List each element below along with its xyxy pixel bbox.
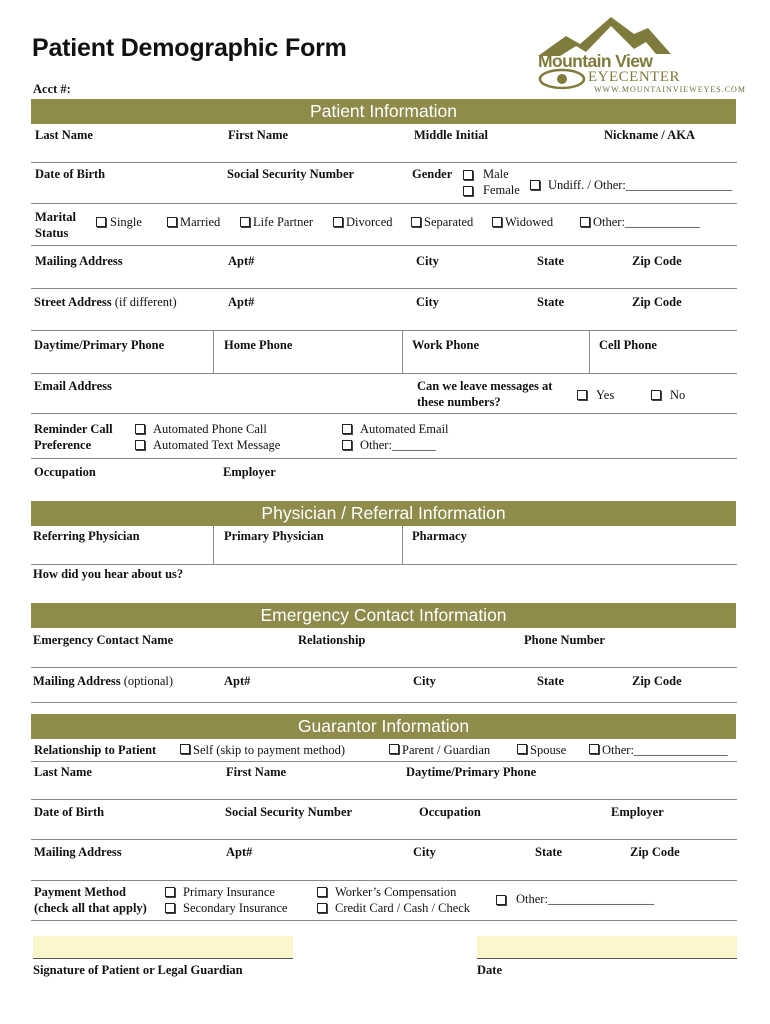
label-life-partner: Life Partner bbox=[253, 215, 314, 229]
label-no: No bbox=[670, 388, 686, 402]
date-field[interactable] bbox=[477, 936, 737, 959]
checkbox-leave-msg-yes[interactable] bbox=[577, 390, 587, 400]
checkbox-auto-email[interactable] bbox=[342, 424, 352, 434]
label-state-2: State bbox=[537, 295, 565, 309]
checkbox-workers-comp[interactable] bbox=[317, 887, 327, 897]
label-guarantor-first-name: First Name bbox=[226, 765, 287, 779]
checkbox-divorced[interactable] bbox=[333, 217, 343, 227]
label-reminder-other: Other:_______ bbox=[360, 438, 436, 452]
checkbox-secondary-insurance[interactable] bbox=[165, 903, 175, 913]
label-payment-method: Payment Method bbox=[34, 885, 126, 899]
checkbox-parent-guardian[interactable] bbox=[389, 744, 399, 754]
checkbox-payment-other[interactable] bbox=[496, 895, 506, 905]
acct-number-label: Acct #: bbox=[33, 82, 71, 96]
label-guarantor-zip: Zip Code bbox=[630, 845, 680, 859]
logo-url: WWW.MOUNTAINVIEWEYES.COM bbox=[594, 85, 746, 94]
label-self: Self (skip to payment method) bbox=[193, 743, 346, 757]
label-last-name: Last Name bbox=[35, 128, 93, 142]
form-title: Patient Demographic Form bbox=[32, 34, 347, 62]
label-ssn: Social Security Number bbox=[227, 167, 355, 181]
label-check-all: (check all that apply) bbox=[34, 901, 147, 915]
label-marital-status: Status bbox=[35, 226, 69, 240]
label-auto-phone-call: Automated Phone Call bbox=[153, 422, 267, 436]
label-signature: Signature of Patient or Legal Guardian bbox=[33, 963, 243, 977]
label-first-name: First Name bbox=[228, 128, 289, 142]
checkbox-leave-msg-no[interactable] bbox=[651, 390, 661, 400]
label-emergency-state: State bbox=[537, 674, 565, 688]
label-city-2: City bbox=[416, 295, 439, 309]
label-divorced: Divorced bbox=[346, 215, 393, 229]
label-gender: Gender bbox=[412, 167, 453, 181]
checkbox-auto-text[interactable] bbox=[135, 440, 145, 450]
checkbox-auto-phone-call[interactable] bbox=[135, 424, 145, 434]
label-guarantor-last-name: Last Name bbox=[34, 765, 92, 779]
label-date: Date bbox=[477, 963, 502, 977]
label-primary-insurance: Primary Insurance bbox=[183, 885, 275, 899]
label-primary-physician: Primary Physician bbox=[224, 529, 324, 543]
label-occupation: Occupation bbox=[34, 465, 96, 479]
label-spouse: Spouse bbox=[530, 743, 567, 757]
label-guarantor-mailing: Mailing Address bbox=[34, 845, 122, 859]
label-guarantor-daytime-phone: Daytime/Primary Phone bbox=[406, 765, 537, 779]
label-secondary-insurance: Secondary Insurance bbox=[183, 901, 288, 915]
label-email-address: Email Address bbox=[34, 379, 112, 393]
label-cell-phone: Cell Phone bbox=[599, 338, 657, 352]
checkbox-single[interactable] bbox=[96, 217, 106, 227]
label-parent-guardian: Parent / Guardian bbox=[402, 743, 491, 757]
checkbox-marital-other[interactable] bbox=[580, 217, 590, 227]
checkbox-primary-insurance[interactable] bbox=[165, 887, 175, 897]
signature-field[interactable] bbox=[33, 936, 293, 959]
label-guarantor-dob: Date of Birth bbox=[34, 805, 105, 819]
label-payment-other: Other:_________________ bbox=[516, 892, 655, 906]
label-marital: Marital bbox=[35, 210, 76, 224]
checkbox-separated[interactable] bbox=[411, 217, 421, 227]
label-male: Male bbox=[483, 167, 509, 181]
checkbox-self[interactable] bbox=[180, 744, 190, 754]
label-zip-code: Zip Code bbox=[632, 254, 682, 268]
label-zip-code-2: Zip Code bbox=[632, 295, 682, 309]
checkbox-spouse[interactable] bbox=[517, 744, 527, 754]
label-daytime-phone: Daytime/Primary Phone bbox=[34, 338, 165, 352]
label-female: Female bbox=[483, 183, 520, 197]
checkbox-guarantor-other[interactable] bbox=[589, 744, 599, 754]
checkbox-life-partner[interactable] bbox=[240, 217, 250, 227]
label-emergency-zip: Zip Code bbox=[632, 674, 682, 688]
label-undiff-other: Undiff. / Other:_________________ bbox=[548, 178, 733, 192]
label-workers-comp: Worker’s Compensation bbox=[335, 885, 457, 899]
label-relationship: Relationship bbox=[298, 633, 366, 647]
section-patient-information: Patient Information bbox=[31, 99, 736, 124]
label-single: Single bbox=[110, 215, 142, 229]
label-auto-email: Automated Email bbox=[360, 422, 449, 436]
section-physician-referral: Physician / Referral Information bbox=[31, 501, 736, 526]
label-guarantor-apt: Apt# bbox=[226, 845, 253, 859]
section-emergency-contact: Emergency Contact Information bbox=[31, 603, 736, 628]
checkbox-reminder-other[interactable] bbox=[342, 440, 352, 450]
label-apt: Apt# bbox=[228, 254, 255, 268]
label-auto-text: Automated Text Message bbox=[153, 438, 281, 452]
label-state: State bbox=[537, 254, 565, 268]
label-city: City bbox=[416, 254, 439, 268]
label-marital-other: Other:____________ bbox=[593, 215, 700, 229]
label-credit-card-cash-check: Credit Card / Cash / Check bbox=[335, 901, 471, 915]
mountain-view-logo bbox=[536, 14, 746, 96]
label-guarantor-ssn: Social Security Number bbox=[225, 805, 353, 819]
label-emergency-mailing: Mailing Address (optional) bbox=[33, 674, 174, 688]
label-date-of-birth: Date of Birth bbox=[35, 167, 106, 181]
checkbox-married[interactable] bbox=[167, 217, 177, 227]
label-widowed: Widowed bbox=[505, 215, 554, 229]
label-guarantor-state: State bbox=[535, 845, 563, 859]
label-street-address: Street Address (if different) bbox=[34, 295, 177, 309]
label-yes: Yes bbox=[596, 388, 615, 402]
label-mailing-address: Mailing Address bbox=[35, 254, 123, 268]
label-home-phone: Home Phone bbox=[224, 338, 293, 352]
checkbox-undiff-other[interactable] bbox=[530, 180, 540, 190]
section-guarantor: Guarantor Information bbox=[31, 714, 736, 739]
label-emergency-city: City bbox=[413, 674, 436, 688]
label-relationship-to-patient: Relationship to Patient bbox=[34, 743, 157, 757]
label-these-numbers: these numbers? bbox=[417, 395, 501, 409]
label-phone-number: Phone Number bbox=[524, 633, 605, 647]
label-emergency-contact-name: Emergency Contact Name bbox=[33, 633, 174, 647]
label-married: Married bbox=[180, 215, 221, 229]
label-pharmacy: Pharmacy bbox=[412, 529, 467, 543]
label-emergency-apt: Apt# bbox=[224, 674, 251, 688]
label-guarantor-employer: Employer bbox=[611, 805, 664, 819]
label-guarantor-other: Other:_______________ bbox=[602, 743, 728, 757]
label-nickname: Nickname / AKA bbox=[604, 128, 695, 142]
logo-line1: Mountain View bbox=[538, 51, 653, 71]
label-referring-physician: Referring Physician bbox=[33, 529, 140, 543]
checkbox-female[interactable] bbox=[463, 186, 473, 196]
label-work-phone: Work Phone bbox=[412, 338, 480, 352]
label-preference: Preference bbox=[34, 438, 92, 452]
label-middle-initial: Middle Initial bbox=[414, 128, 488, 142]
checkbox-male[interactable] bbox=[463, 170, 473, 180]
label-reminder-call: Reminder Call bbox=[34, 422, 113, 436]
checkbox-widowed[interactable] bbox=[492, 217, 502, 227]
checkbox-credit-card-cash-check[interactable] bbox=[317, 903, 327, 913]
logo-line2: EYECENTER bbox=[588, 69, 680, 85]
label-employer: Employer bbox=[223, 465, 276, 479]
label-separated: Separated bbox=[424, 215, 474, 229]
label-guarantor-city: City bbox=[413, 845, 436, 859]
label-guarantor-occupation: Occupation bbox=[419, 805, 481, 819]
label-how-heard: How did you hear about us? bbox=[33, 567, 184, 581]
label-leave-messages: Can we leave messages at bbox=[417, 379, 553, 393]
label-apt-2: Apt# bbox=[228, 295, 255, 309]
